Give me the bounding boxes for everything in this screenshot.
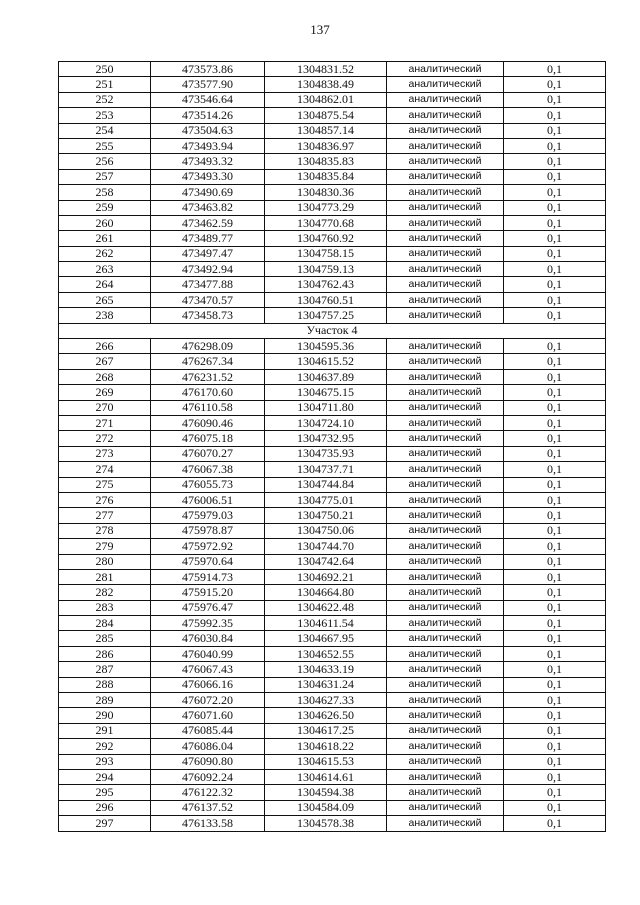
x-coordinate-cell: 476231.52 [151, 369, 265, 384]
accuracy-cell: 0,1 [504, 492, 606, 507]
point-number-cell: 290 [59, 708, 151, 723]
method-cell: аналитический [387, 723, 504, 738]
table-row [59, 785, 606, 800]
y-coordinate-cell: 1304762.43 [265, 277, 387, 292]
point-number-cell: 252 [59, 92, 151, 107]
y-coordinate-cell: 1304838.49 [265, 77, 387, 92]
point-number-cell: 279 [59, 539, 151, 554]
method-cell: аналитический [387, 292, 504, 307]
method-cell: аналитический [387, 169, 504, 184]
point-number-cell: 277 [59, 508, 151, 523]
y-coordinate-cell: 1304664.80 [265, 585, 387, 600]
table-row [59, 200, 606, 215]
point-number-cell: 258 [59, 185, 151, 200]
method-cell: аналитический [387, 215, 504, 230]
point-number-cell: 283 [59, 600, 151, 615]
point-number-cell: 275 [59, 477, 151, 492]
accuracy-cell: 0,1 [504, 369, 606, 384]
x-coordinate-cell: 475992.35 [151, 616, 265, 631]
table-row [59, 816, 606, 831]
method-cell: аналитический [387, 185, 504, 200]
accuracy-cell: 0,1 [504, 708, 606, 723]
accuracy-cell: 0,1 [504, 816, 606, 831]
y-coordinate-cell: 1304831.52 [265, 62, 387, 77]
point-number-cell: 262 [59, 246, 151, 261]
y-coordinate-cell: 1304857.14 [265, 123, 387, 138]
x-coordinate-cell: 475979.03 [151, 508, 265, 523]
method-cell: аналитический [387, 646, 504, 661]
table-row [59, 354, 606, 369]
accuracy-cell: 0,1 [504, 77, 606, 92]
x-coordinate-cell: 473490.69 [151, 185, 265, 200]
method-cell: аналитический [387, 92, 504, 107]
page-number: 137 [310, 22, 330, 37]
x-coordinate-cell: 476006.51 [151, 492, 265, 507]
x-coordinate-cell: 476085.44 [151, 723, 265, 738]
point-number-cell: 274 [59, 462, 151, 477]
point-number-cell: 281 [59, 569, 151, 584]
section-header-row [59, 323, 606, 338]
y-coordinate-cell: 1304711.80 [265, 400, 387, 415]
point-number-cell: 291 [59, 723, 151, 738]
table-row [59, 754, 606, 769]
method-cell: аналитический [387, 769, 504, 784]
method-cell: аналитический [387, 508, 504, 523]
x-coordinate-cell: 475914.73 [151, 569, 265, 584]
y-coordinate-cell: 1304611.54 [265, 616, 387, 631]
table-row [59, 339, 606, 354]
y-coordinate-cell: 1304633.19 [265, 662, 387, 677]
y-coordinate-cell: 1304744.84 [265, 477, 387, 492]
method-cell: аналитический [387, 231, 504, 246]
method-cell: аналитический [387, 446, 504, 461]
coordinates-table-body [59, 62, 606, 832]
x-coordinate-cell: 473493.32 [151, 154, 265, 169]
method-cell: аналитический [387, 154, 504, 169]
y-coordinate-cell: 1304637.89 [265, 369, 387, 384]
x-coordinate-cell: 476170.60 [151, 385, 265, 400]
x-coordinate-cell: 476066.16 [151, 677, 265, 692]
y-coordinate-cell: 1304692.21 [265, 569, 387, 584]
accuracy-cell: 0,1 [504, 308, 606, 323]
table-row [59, 169, 606, 184]
y-coordinate-cell: 1304875.54 [265, 108, 387, 123]
method-cell: аналитический [387, 754, 504, 769]
table-row [59, 523, 606, 538]
point-number-cell: 265 [59, 292, 151, 307]
y-coordinate-cell: 1304667.95 [265, 631, 387, 646]
table-row [59, 800, 606, 815]
method-cell: аналитический [387, 246, 504, 261]
x-coordinate-cell: 473470.57 [151, 292, 265, 307]
accuracy-cell: 0,1 [504, 354, 606, 369]
x-coordinate-cell: 476055.73 [151, 477, 265, 492]
y-coordinate-cell: 1304835.84 [265, 169, 387, 184]
table-row [59, 185, 606, 200]
y-coordinate-cell: 1304742.64 [265, 554, 387, 569]
y-coordinate-cell: 1304744.70 [265, 539, 387, 554]
table-row [59, 600, 606, 615]
accuracy-cell: 0,1 [504, 693, 606, 708]
method-cell: аналитический [387, 816, 504, 831]
accuracy-cell: 0,1 [504, 246, 606, 261]
point-number-cell: 287 [59, 662, 151, 677]
table-row [59, 154, 606, 169]
method-cell: аналитический [387, 77, 504, 92]
x-coordinate-cell: 476071.60 [151, 708, 265, 723]
point-number-cell: 289 [59, 693, 151, 708]
point-number-cell: 253 [59, 108, 151, 123]
table-row [59, 138, 606, 153]
y-coordinate-cell: 1304862.01 [265, 92, 387, 107]
x-coordinate-cell: 473493.30 [151, 169, 265, 184]
method-cell: аналитический [387, 339, 504, 354]
point-number-cell: 285 [59, 631, 151, 646]
accuracy-cell: 0,1 [504, 662, 606, 677]
accuracy-cell: 0,1 [504, 508, 606, 523]
y-coordinate-cell: 1304830.36 [265, 185, 387, 200]
table-row [59, 554, 606, 569]
accuracy-cell: 0,1 [504, 569, 606, 584]
x-coordinate-cell: 475976.47 [151, 600, 265, 615]
y-coordinate-cell: 1304760.92 [265, 231, 387, 246]
method-cell: аналитический [387, 569, 504, 584]
point-number-cell: 284 [59, 616, 151, 631]
point-number-cell: 250 [59, 62, 151, 77]
x-coordinate-cell: 476072.20 [151, 693, 265, 708]
point-number-cell: 278 [59, 523, 151, 538]
y-coordinate-cell: 1304775.01 [265, 492, 387, 507]
x-coordinate-cell: 476267.34 [151, 354, 265, 369]
x-coordinate-cell: 473458.73 [151, 308, 265, 323]
method-cell: аналитический [387, 539, 504, 554]
method-cell: аналитический [387, 277, 504, 292]
x-coordinate-cell: 476092.24 [151, 769, 265, 784]
table-row [59, 662, 606, 677]
accuracy-cell: 0,1 [504, 785, 606, 800]
accuracy-cell: 0,1 [504, 769, 606, 784]
method-cell: аналитический [387, 308, 504, 323]
x-coordinate-cell: 476086.04 [151, 739, 265, 754]
method-cell: аналитический [387, 200, 504, 215]
table-row [59, 693, 606, 708]
y-coordinate-cell: 1304627.33 [265, 693, 387, 708]
y-coordinate-cell: 1304770.68 [265, 215, 387, 230]
point-number-cell: 256 [59, 154, 151, 169]
accuracy-cell: 0,1 [504, 92, 606, 107]
x-coordinate-cell: 476070.27 [151, 446, 265, 461]
point-number-cell: 269 [59, 385, 151, 400]
method-cell: аналитический [387, 415, 504, 430]
y-coordinate-cell: 1304760.51 [265, 292, 387, 307]
y-coordinate-cell: 1304595.36 [265, 339, 387, 354]
accuracy-cell: 0,1 [504, 215, 606, 230]
table-row [59, 262, 606, 277]
accuracy-cell: 0,1 [504, 400, 606, 415]
point-number-cell: 273 [59, 446, 151, 461]
method-cell: аналитический [387, 616, 504, 631]
point-number-cell: 280 [59, 554, 151, 569]
x-coordinate-cell: 473514.26 [151, 108, 265, 123]
table-row [59, 292, 606, 307]
point-number-cell: 257 [59, 169, 151, 184]
point-number-cell: 254 [59, 123, 151, 138]
point-number-cell: 293 [59, 754, 151, 769]
accuracy-cell: 0,1 [504, 523, 606, 538]
table-row [59, 708, 606, 723]
table-row [59, 62, 606, 77]
y-coordinate-cell: 1304584.09 [265, 800, 387, 815]
x-coordinate-cell: 476122.32 [151, 785, 265, 800]
accuracy-cell: 0,1 [504, 539, 606, 554]
accuracy-cell: 0,1 [504, 108, 606, 123]
point-number-cell: 294 [59, 769, 151, 784]
x-coordinate-cell: 476040.99 [151, 646, 265, 661]
accuracy-cell: 0,1 [504, 646, 606, 661]
table-row [59, 492, 606, 507]
accuracy-cell: 0,1 [504, 600, 606, 615]
method-cell: аналитический [387, 400, 504, 415]
accuracy-cell: 0,1 [504, 200, 606, 215]
accuracy-cell: 0,1 [504, 554, 606, 569]
point-number-cell: 297 [59, 816, 151, 831]
x-coordinate-cell: 476067.43 [151, 662, 265, 677]
x-coordinate-cell: 473492.94 [151, 262, 265, 277]
table-row [59, 400, 606, 415]
y-coordinate-cell: 1304617.25 [265, 723, 387, 738]
y-coordinate-cell: 1304675.15 [265, 385, 387, 400]
method-cell: аналитический [387, 585, 504, 600]
method-cell: аналитический [387, 123, 504, 138]
y-coordinate-cell: 1304750.06 [265, 523, 387, 538]
accuracy-cell: 0,1 [504, 169, 606, 184]
accuracy-cell: 0,1 [504, 154, 606, 169]
y-coordinate-cell: 1304757.25 [265, 308, 387, 323]
y-coordinate-cell: 1304750.21 [265, 508, 387, 523]
accuracy-cell: 0,1 [504, 123, 606, 138]
method-cell: аналитический [387, 739, 504, 754]
point-number-cell: 286 [59, 646, 151, 661]
point-number-cell: 295 [59, 785, 151, 800]
table-row [59, 123, 606, 138]
point-number-cell: 263 [59, 262, 151, 277]
x-coordinate-cell: 476075.18 [151, 431, 265, 446]
accuracy-cell: 0,1 [504, 800, 606, 815]
accuracy-cell: 0,1 [504, 446, 606, 461]
x-coordinate-cell: 473546.64 [151, 92, 265, 107]
accuracy-cell: 0,1 [504, 277, 606, 292]
y-coordinate-cell: 1304758.15 [265, 246, 387, 261]
accuracy-cell: 0,1 [504, 262, 606, 277]
method-cell: аналитический [387, 462, 504, 477]
table-row [59, 277, 606, 292]
point-number-cell: 259 [59, 200, 151, 215]
table-row [59, 569, 606, 584]
x-coordinate-cell: 473477.88 [151, 277, 265, 292]
table-row [59, 462, 606, 477]
accuracy-cell: 0,1 [504, 477, 606, 492]
point-number-cell: 296 [59, 800, 151, 815]
accuracy-cell: 0,1 [504, 231, 606, 246]
section-label: Участок 4 [59, 323, 606, 338]
point-number-cell: 271 [59, 415, 151, 430]
table-row [59, 723, 606, 738]
point-number-cell: 238 [59, 308, 151, 323]
x-coordinate-cell: 473489.77 [151, 231, 265, 246]
method-cell: аналитический [387, 785, 504, 800]
method-cell: аналитический [387, 477, 504, 492]
method-cell: аналитический [387, 369, 504, 384]
y-coordinate-cell: 1304836.97 [265, 138, 387, 153]
method-cell: аналитический [387, 354, 504, 369]
table-row [59, 446, 606, 461]
accuracy-cell: 0,1 [504, 185, 606, 200]
y-coordinate-cell: 1304759.13 [265, 262, 387, 277]
table-row [59, 215, 606, 230]
table-row [59, 585, 606, 600]
x-coordinate-cell: 476298.09 [151, 339, 265, 354]
accuracy-cell: 0,1 [504, 754, 606, 769]
point-number-cell: 267 [59, 354, 151, 369]
method-cell: аналитический [387, 708, 504, 723]
method-cell: аналитический [387, 631, 504, 646]
accuracy-cell: 0,1 [504, 585, 606, 600]
point-number-cell: 282 [59, 585, 151, 600]
accuracy-cell: 0,1 [504, 339, 606, 354]
point-number-cell: 264 [59, 277, 151, 292]
table-row [59, 677, 606, 692]
y-coordinate-cell: 1304631.24 [265, 677, 387, 692]
point-number-cell: 270 [59, 400, 151, 415]
accuracy-cell: 0,1 [504, 616, 606, 631]
table-row [59, 369, 606, 384]
x-coordinate-cell: 476133.58 [151, 816, 265, 831]
table-row [59, 77, 606, 92]
table-row [59, 477, 606, 492]
method-cell: аналитический [387, 677, 504, 692]
point-number-cell: 288 [59, 677, 151, 692]
coordinates-table [58, 61, 606, 832]
table-row [59, 246, 606, 261]
table-row [59, 739, 606, 754]
x-coordinate-cell: 476090.80 [151, 754, 265, 769]
point-number-cell: 266 [59, 339, 151, 354]
point-number-cell: 261 [59, 231, 151, 246]
method-cell: аналитический [387, 385, 504, 400]
accuracy-cell: 0,1 [504, 462, 606, 477]
accuracy-cell: 0,1 [504, 415, 606, 430]
method-cell: аналитический [387, 492, 504, 507]
y-coordinate-cell: 1304835.83 [265, 154, 387, 169]
table-row [59, 92, 606, 107]
table-row [59, 631, 606, 646]
x-coordinate-cell: 476067.38 [151, 462, 265, 477]
table-row [59, 769, 606, 784]
method-cell: аналитический [387, 600, 504, 615]
accuracy-cell: 0,1 [504, 431, 606, 446]
table-row [59, 616, 606, 631]
x-coordinate-cell: 473577.90 [151, 77, 265, 92]
table-row [59, 431, 606, 446]
point-number-cell: 251 [59, 77, 151, 92]
y-coordinate-cell: 1304652.55 [265, 646, 387, 661]
method-cell: аналитический [387, 262, 504, 277]
y-coordinate-cell: 1304724.10 [265, 415, 387, 430]
point-number-cell: 292 [59, 739, 151, 754]
y-coordinate-cell: 1304578.38 [265, 816, 387, 831]
accuracy-cell: 0,1 [504, 723, 606, 738]
point-number-cell: 260 [59, 215, 151, 230]
x-coordinate-cell: 476090.46 [151, 415, 265, 430]
accuracy-cell: 0,1 [504, 138, 606, 153]
y-coordinate-cell: 1304737.71 [265, 462, 387, 477]
table-row [59, 308, 606, 323]
table-row [59, 108, 606, 123]
x-coordinate-cell: 473493.94 [151, 138, 265, 153]
accuracy-cell: 0,1 [504, 292, 606, 307]
method-cell: аналитический [387, 431, 504, 446]
y-coordinate-cell: 1304614.61 [265, 769, 387, 784]
method-cell: аналитический [387, 523, 504, 538]
table-row [59, 385, 606, 400]
accuracy-cell: 0,1 [504, 385, 606, 400]
y-coordinate-cell: 1304732.95 [265, 431, 387, 446]
method-cell: аналитический [387, 138, 504, 153]
x-coordinate-cell: 475970.64 [151, 554, 265, 569]
point-number-cell: 272 [59, 431, 151, 446]
y-coordinate-cell: 1304773.29 [265, 200, 387, 215]
x-coordinate-cell: 475978.87 [151, 523, 265, 538]
method-cell: аналитический [387, 662, 504, 677]
method-cell: аналитический [387, 800, 504, 815]
y-coordinate-cell: 1304594.38 [265, 785, 387, 800]
accuracy-cell: 0,1 [504, 631, 606, 646]
accuracy-cell: 0,1 [504, 62, 606, 77]
point-number-cell: 255 [59, 138, 151, 153]
y-coordinate-cell: 1304615.52 [265, 354, 387, 369]
method-cell: аналитический [387, 554, 504, 569]
x-coordinate-cell: 476110.58 [151, 400, 265, 415]
y-coordinate-cell: 1304618.22 [265, 739, 387, 754]
x-coordinate-cell: 473504.63 [151, 123, 265, 138]
y-coordinate-cell: 1304622.48 [265, 600, 387, 615]
method-cell: аналитический [387, 108, 504, 123]
table-row [59, 231, 606, 246]
x-coordinate-cell: 476030.84 [151, 631, 265, 646]
x-coordinate-cell: 476137.52 [151, 800, 265, 815]
x-coordinate-cell: 473573.86 [151, 62, 265, 77]
table-row [59, 539, 606, 554]
x-coordinate-cell: 473463.82 [151, 200, 265, 215]
table-row [59, 415, 606, 430]
x-coordinate-cell: 473462.59 [151, 215, 265, 230]
table-row [59, 508, 606, 523]
accuracy-cell: 0,1 [504, 677, 606, 692]
x-coordinate-cell: 473497.47 [151, 246, 265, 261]
y-coordinate-cell: 1304626.50 [265, 708, 387, 723]
point-number-cell: 276 [59, 492, 151, 507]
y-coordinate-cell: 1304615.53 [265, 754, 387, 769]
x-coordinate-cell: 475972.92 [151, 539, 265, 554]
method-cell: аналитический [387, 693, 504, 708]
y-coordinate-cell: 1304735.93 [265, 446, 387, 461]
x-coordinate-cell: 475915.20 [151, 585, 265, 600]
point-number-cell: 268 [59, 369, 151, 384]
accuracy-cell: 0,1 [504, 739, 606, 754]
method-cell: аналитический [387, 62, 504, 77]
table-row [59, 646, 606, 661]
